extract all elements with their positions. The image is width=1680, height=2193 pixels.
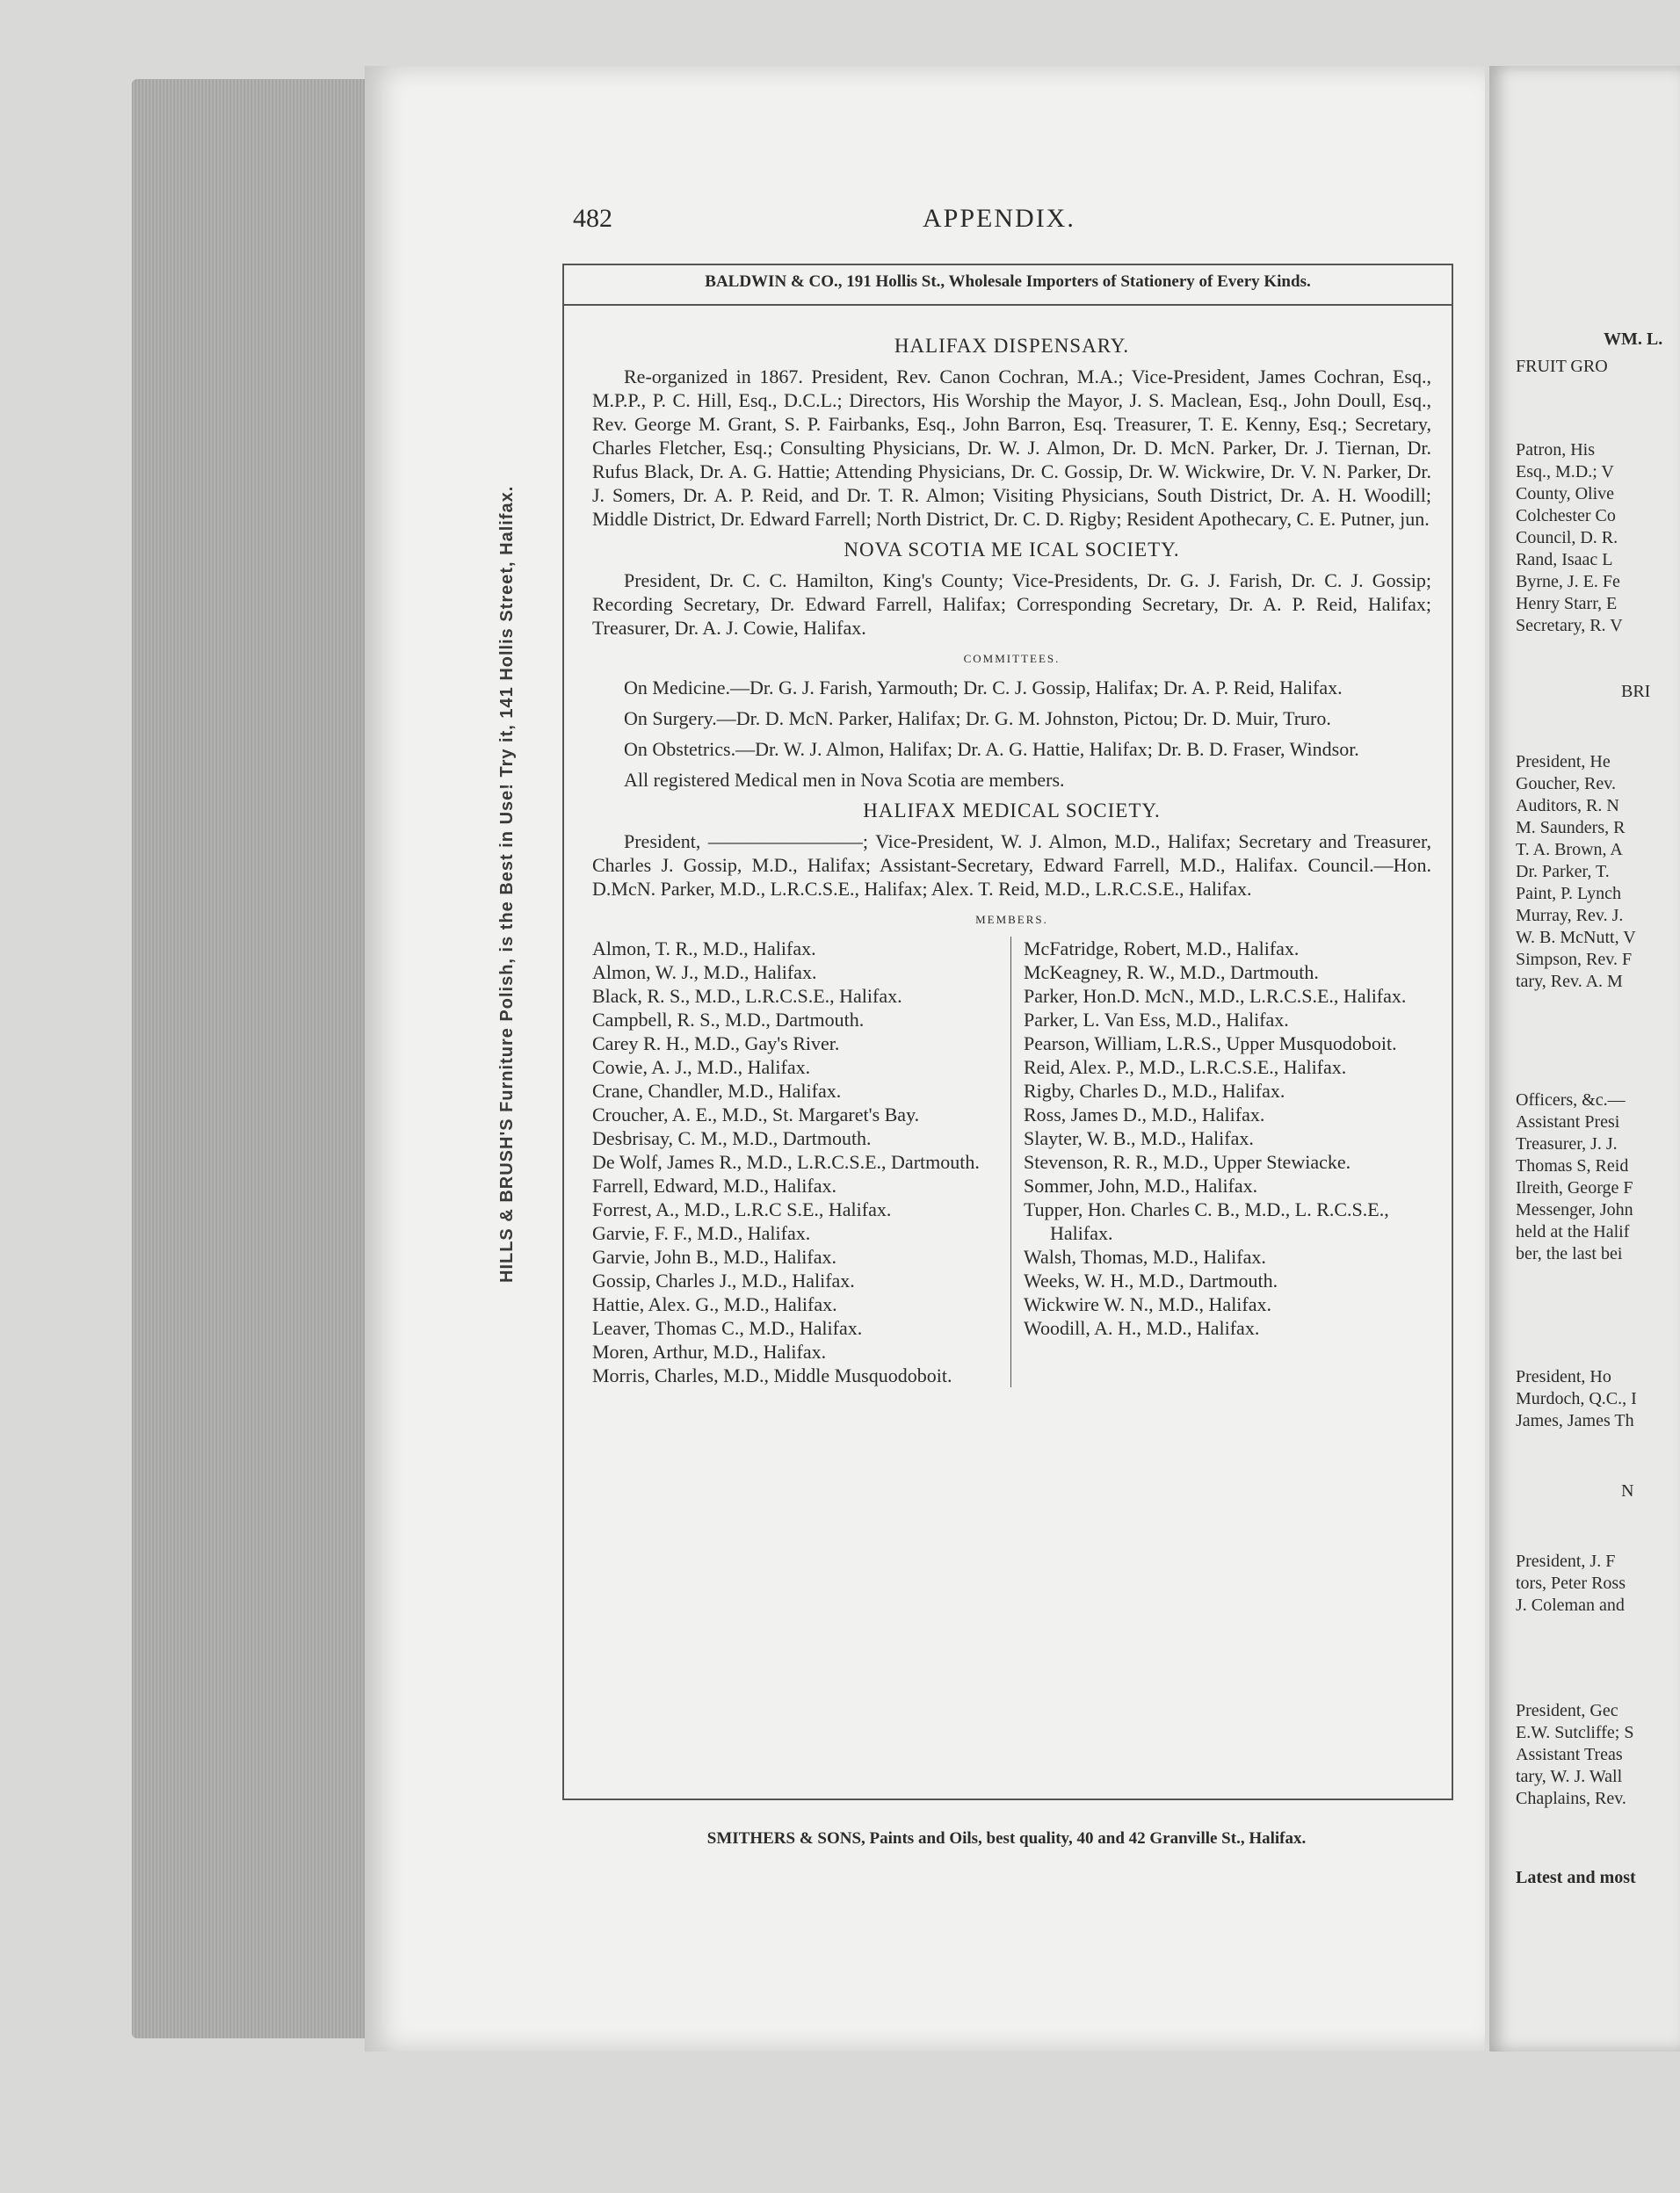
member-entry: Garvie, John B., M.D., Halifax.	[592, 1246, 837, 1268]
member-entry: Crane, Chandler, M.D., Halifax.	[592, 1080, 842, 1102]
halifax-society-text: President, ————————; Vice-President, W. J. Almon, M.D., Halifax; Secretary and Treasurer, Charles J. Gossip, M.D., Halifax; Assistant-Secretary, Edward Farrell, M.D., Halifax. Council.—Hon. D.McN. Parker, M.D., L.R.C.S.E., Halifax; Alex. T. Reid, M.D., L.R.C.S.E., Halifax.	[592, 830, 1431, 900]
committee-medicine: On Medicine.—Dr. G. J. Farish, Yarmouth; Dr. C. J. Gossip, Halifax; Dr. A. P. Reid, Halifax.	[624, 677, 1343, 698]
book-page-edges	[132, 79, 369, 2038]
facing-page-line: Assistant Treas	[1516, 1745, 1623, 1764]
facing-page	[1489, 66, 1680, 2052]
facing-page-line: Dr. Parker, T.	[1516, 862, 1610, 881]
facing-page-line: Paint, P. Lynch	[1516, 884, 1622, 903]
facing-page-header: WM. L.	[1604, 329, 1663, 349]
facing-page-line: ber, the last bei	[1516, 1244, 1623, 1263]
facing-page-line: Secretary, R. V	[1516, 616, 1623, 635]
facing-page-line: E.W. Sutcliffe; S	[1516, 1723, 1634, 1742]
top-advertisement: BALDWIN & CO., 191 Hollis St., Wholesale Importers of Stationery of Every Kinds.	[564, 272, 1452, 306]
facing-page-line: Latest and most	[1516, 1868, 1636, 1887]
dispensary-text: Re-organized in 1867. President, Rev. Canon Cochran, M.A.; Vice-President, James Cochran, Esq., M.P.P., P. C. Hill, Esq., D.C.L.; Directors, His Worship the Mayor, J. S. Maclean, Esq., John Doull, Esq., Rev. George M. Grant, S. P. Fairbanks, Esq., John Barron, Esq. Treasurer, T. E. Kenny, Esq.; Secretary, Charles Fletcher, Esq.; Consulting Physicians, Dr. W. J. Almon, Dr. D. McN. Parker, Dr. J. Tiernan, Dr. Rufus Black, Dr. A. G. Hattie; Attending Physicians, Dr. C. Gossip, Dr. W. Wickwire, Dr. V. N. Parker, Dr. J. Somers, Dr. A. P. Reid, and Dr. T. R. Almon; Visiting Physicians, South District, Dr. A. H. Woodill; Middle District, Dr. Edward Farrell; North District, Dr. C. D. Rigby; Resident Apothecary, C. E. Putner, jun.	[592, 366, 1431, 530]
membership-note: All registered Medical men in Nova Scotia are members.	[624, 769, 1065, 791]
member-entry: Farrell, Edward, M.D., Halifax.	[592, 1175, 836, 1197]
running-head: APPENDIX.	[923, 204, 1075, 233]
facing-page-line: tary, Rev. A. M	[1516, 972, 1623, 991]
member-entry: Slayter, W. B., M.D., Halifax.	[1024, 1127, 1254, 1149]
main-content	[592, 329, 1431, 1387]
member-entry: Rigby, Charles D., M.D., Halifax.	[1024, 1080, 1285, 1102]
member-entry: Pearson, William, L.R.S., Upper Musquodoboit.	[1024, 1032, 1397, 1054]
facing-page-line: Murdoch, Q.C., I	[1516, 1389, 1637, 1408]
facing-page-line: Messenger, John	[1516, 1200, 1633, 1220]
facing-page-line: Henry Starr, E	[1516, 594, 1618, 613]
member-entry: Moren, Arthur, M.D., Halifax.	[592, 1341, 827, 1363]
member-entry: Tupper, Hon. Charles C. B., M.D., L. R.C.S.E., Halifax.	[1024, 1198, 1389, 1244]
facing-page-line: FRUIT GRO	[1516, 357, 1608, 376]
facing-page-line: held at the Halif	[1516, 1222, 1630, 1241]
facing-page-line: Byrne, J. E. Fe	[1516, 572, 1620, 591]
member-entry: Ross, James D., M.D., Halifax.	[1024, 1104, 1265, 1125]
facing-page-line: President, Gec	[1516, 1701, 1618, 1720]
facing-page-line: Murray, Rev. J.	[1516, 906, 1624, 925]
member-entry: Black, R. S., M.D., L.R.C.S.E., Halifax.	[592, 985, 902, 1007]
dispensary-title: HALIFAX DISPENSARY.	[894, 335, 1130, 357]
content-frame	[562, 264, 1453, 1800]
facing-page-line: Ilreith, George F	[1516, 1178, 1633, 1198]
bottom-advertisement: SMITHERS & SONS, Paints and Oils, best quality, 40 and 42 Granville St., Halifax.	[706, 1829, 1307, 1848]
facing-page-line: Treasurer, J. J.	[1516, 1134, 1618, 1154]
member-entry: Wickwire W. N., M.D., Halifax.	[1024, 1293, 1272, 1315]
committee-obstetrics: On Obstetrics.—Dr. W. J. Almon, Halifax; Dr. A. G. Hattie, Halifax; Dr. B. D. Fraser, Windsor.	[624, 738, 1359, 760]
halifax-society-title: HALIFAX MEDICAL SOCIETY.	[863, 800, 1161, 821]
committees-label: COMMITTEES.	[963, 652, 1061, 665]
facing-page-line: President, J. F	[1516, 1552, 1616, 1571]
member-entry: Reid, Alex. P., M.D., L.R.C.S.E., Halifax.	[1024, 1056, 1347, 1078]
member-entry: Walsh, Thomas, M.D., Halifax.	[1024, 1246, 1266, 1268]
facing-page-line: W. B. McNutt, V	[1516, 928, 1636, 947]
member-entry: Leaver, Thomas C., M.D., Halifax.	[592, 1317, 863, 1339]
facing-page-line: Simpson, Rev. F	[1516, 950, 1633, 969]
members-left-column	[592, 937, 1011, 1387]
member-entry: McKeagney, R. W., M.D., Dartmouth.	[1024, 961, 1319, 983]
member-entry: Hattie, Alex. G., M.D., Halifax.	[592, 1293, 837, 1315]
member-entry: Morris, Charles, M.D., Middle Musquodoboit.	[592, 1364, 952, 1386]
facing-page-line: Colchester Co	[1516, 506, 1616, 525]
member-entry: Garvie, F. F., M.D., Halifax.	[592, 1222, 811, 1244]
members-right-column	[1011, 937, 1431, 1387]
facing-page-line: President, Ho	[1516, 1367, 1611, 1386]
facing-page-line: Assistant Presi	[1516, 1112, 1620, 1132]
member-entry: Woodill, A. H., M.D., Halifax.	[1024, 1317, 1260, 1339]
member-entry: Croucher, A. E., M.D., St. Margaret's Bay.	[592, 1104, 920, 1125]
member-entry: Parker, Hon.D. McN., M.D., L.R.C.S.E., Halifax.	[1024, 985, 1407, 1007]
nova-scotia-society-text: President, Dr. C. C. Hamilton, King's County; Vice-Presidents, Dr. G. J. Farish, Dr. C. J. Gossip; Recording Secretary, Dr. Edward Farrell, Halifax; Corresponding Secretary, Dr. A. P. Reid, Halifax; Treasurer, Dr. A. J. Cowie, Halifax.	[592, 569, 1431, 639]
facing-page-line: Goucher, Rev.	[1516, 774, 1616, 793]
facing-page-line: Auditors, R. N	[1516, 796, 1619, 815]
facing-page-line: T. A. Brown, A	[1516, 840, 1623, 859]
members-label: MEMBERS.	[975, 913, 1048, 926]
facing-page-line: James, James Th	[1516, 1411, 1634, 1430]
member-entry: McFatridge, Robert, M.D., Halifax.	[1024, 937, 1300, 959]
member-entry: Desbrisay, C. M., M.D., Dartmouth.	[592, 1127, 872, 1149]
member-entry: Sommer, John, M.D., Halifax.	[1024, 1175, 1258, 1197]
members-columns	[592, 937, 1431, 1387]
facing-page-line: Officers, &c.—	[1516, 1090, 1626, 1110]
facing-page-line: Esq., M.D.; V	[1516, 462, 1614, 481]
side-advertisement: HILLS & BRUSH'S Furniture Polish, is the Best in Use! Try it, 141 Hollis Street, Halifax.	[497, 485, 517, 1283]
facing-page-line: tors, Peter Ross	[1516, 1574, 1626, 1593]
member-entry: Forrest, A., M.D., L.R.C S.E., Halifax.	[592, 1198, 892, 1220]
facing-page-line: Rand, Isaac L	[1516, 550, 1613, 569]
member-entry: Almon, T. R., M.D., Halifax.	[592, 937, 816, 959]
facing-page-line: Thomas S, Reid	[1516, 1156, 1629, 1176]
nova-scotia-society-title: NOVA SCOTIA ME ICAL SOCIETY.	[844, 539, 1180, 561]
member-entry: Cowie, A. J., M.D., Halifax.	[592, 1056, 811, 1078]
facing-page-line: County, Olive	[1516, 484, 1615, 503]
facing-page-line: N	[1621, 1481, 1634, 1501]
member-entry: Gossip, Charles J., M.D., Halifax.	[592, 1270, 855, 1292]
facing-page-line: BRI	[1621, 682, 1651, 701]
facing-page-line: M. Saunders, R	[1516, 818, 1626, 837]
member-entry: Parker, L. Van Ess, M.D., Halifax.	[1024, 1009, 1289, 1031]
member-entry: Carey R. H., M.D., Gay's River.	[592, 1032, 840, 1054]
member-entry: Campbell, R. S., M.D., Dartmouth.	[592, 1009, 865, 1031]
member-entry: Stevenson, R. R., M.D., Upper Stewiacke.	[1024, 1151, 1351, 1173]
committee-surgery: On Surgery.—Dr. D. McN. Parker, Halifax; Dr. G. M. Johnston, Pictou; Dr. D. Muir, Truro.	[624, 707, 1331, 729]
member-entry: Almon, W. J., M.D., Halifax.	[592, 961, 817, 983]
facing-page-line: J. Coleman and	[1516, 1596, 1625, 1615]
member-entry: De Wolf, James R., M.D., L.R.C.S.E., Dartmouth.	[592, 1151, 980, 1173]
page-number: 482	[573, 204, 612, 233]
facing-page-line: Council, D. R.	[1516, 528, 1618, 547]
member-entry: Weeks, W. H., M.D., Dartmouth.	[1024, 1270, 1278, 1292]
facing-page-line: tary, W. J. Wall	[1516, 1767, 1623, 1786]
facing-page-line: Patron, His	[1516, 440, 1595, 460]
facing-page-line: President, He	[1516, 752, 1611, 771]
facing-page-line: Chaplains, Rev.	[1516, 1789, 1626, 1808]
